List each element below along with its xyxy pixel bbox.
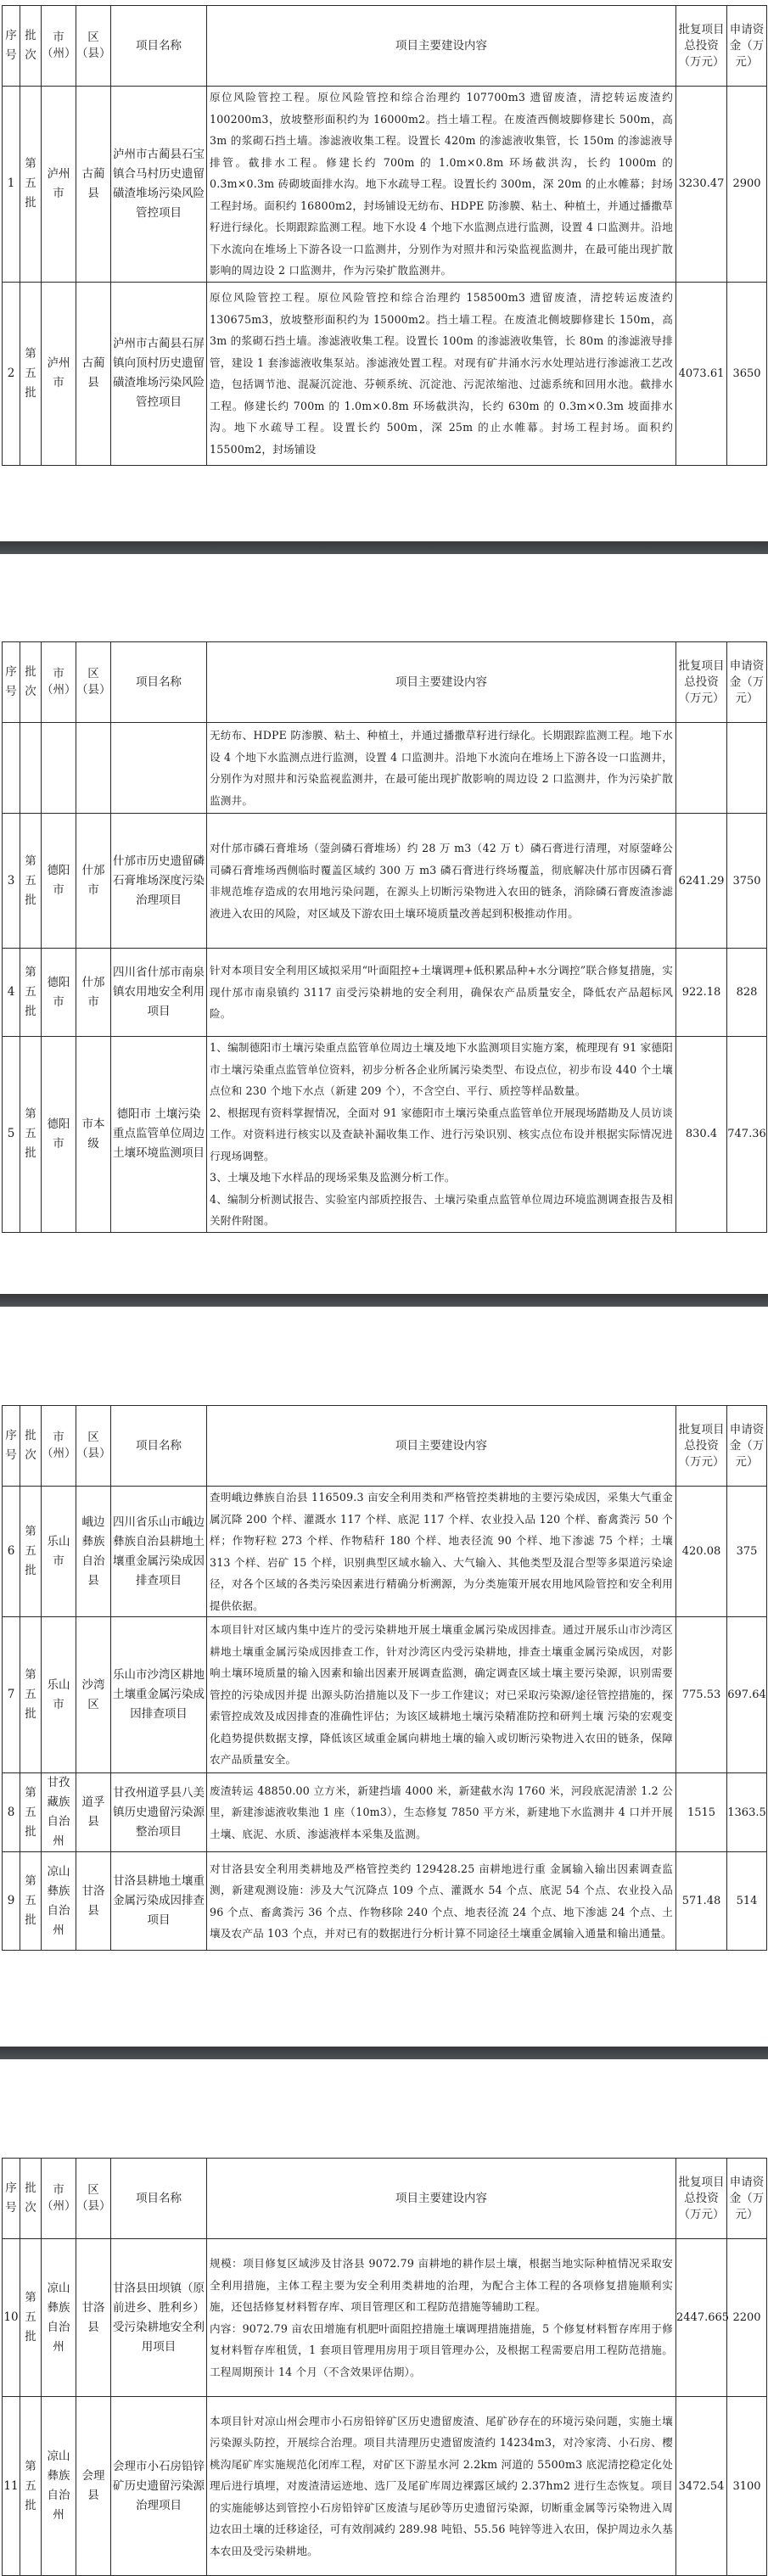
header-batch: 批次 [20, 6, 42, 87]
cell-city: 德阳市 [42, 814, 76, 949]
page-2 [0, 554, 768, 1294]
project-table [2, 641, 767, 1233]
table-header [3, 6, 767, 87]
cell-content: 原位风险管控工程。原位风险管控和综合治理约 107700m3 遗留废渣，清挖转运废渣约 100200m3，放坡整形面积约为 16000m2。挡土墙工程。在废渣西侧坡脚修建长 500m，高 3m 的浆砌石挡土墙。渗滤液收集工程。设置长 420m 的渗滤液收集管，长 150m 的渗滤液导排管。截排水工程。修建长约 700m 的 1.0m×0.8m 环场截洪沟，长约 1000m 的 0.3m×0.3m 砖砌坡面排水沟。地下水疏导工程。设置长约 300m，深 20m 的止水帷幕；封场工程封场。面积约 16800m2，封场铺设无纺布、HDPE 防渗膜、粘土、种植土，并通过播撒草籽进行绿化。长期跟踪监测工程。地下水设 4 个地下水监测点进行监测，设置 4 口监测井。沿地下水流向在堆场上下游各设一口监测井，分别作为对照井和污染监视监测井，在最可能出现扩散影响的周边设 2 口监测井，作为污染扩散监测井。 [207, 87, 676, 283]
page-3 [0, 1307, 768, 2047]
cell-project-name: 泸州市古蔺县石宝镇合马村历史遗留磺渣堆场污染风险管控项目 [111, 87, 207, 283]
cell-city: 泸州市 [42, 282, 76, 465]
cell-project-name: 四川省什邡市南泉镇农用地安全利用项目 [111, 949, 207, 1037]
cell-county: 古蔺县 [76, 282, 111, 465]
cell-project-name: 乐山市沙湾区耕地土壤重金属污染成因排查项目 [111, 1617, 207, 1773]
cell-requested-funds [727, 723, 767, 814]
cell-county [76, 723, 111, 814]
cell-city: 乐山市 [42, 1487, 76, 1617]
cell-seq: 10 [3, 2239, 20, 2397]
cell-batch: 第五批 [20, 87, 42, 283]
cell-batch [20, 723, 42, 814]
cell-batch: 第五批 [20, 1487, 42, 1617]
cell-seq: 1 [3, 87, 20, 283]
cell-city: 凉山彝族自治州 [42, 1852, 76, 1951]
cell-requested-funds: 2200 [727, 2239, 767, 2397]
cell-requested-funds: 3650 [727, 282, 767, 465]
cell-seq: 6 [3, 1487, 20, 1617]
cell-total-investment: 1515 [676, 1773, 727, 1852]
cell-batch: 第五批 [20, 1852, 42, 1951]
cell-seq: 3 [3, 814, 20, 949]
cell-seq: 9 [3, 1852, 20, 1951]
content-paragraph: 1、编制德阳市土壤污染重点监管单位周边土壤及地下水监测项目实施方案，梳理现有 91 家德阳市土壤污染重点监管单位资料，初步分析各企业所属污染类型、布设点位，初步布设 440 个土壤点位和 230 个地下水点（新建 209 个），不含空白、平行、质控等样品数量。 [210, 1041, 673, 1097]
table-header [3, 642, 767, 723]
cell-project-name: 泸州市古蔺县石屏镇向顶村历史遗留磺渣堆场污染风险管控项目 [111, 282, 207, 465]
header-seq: 序号 [3, 1406, 20, 1487]
cell-content: 原位风险管控工程。原位风险管控和综合治理约 158500m3 遗留废渣，清挖转运废渣约 130675m3，放坡整形面积约为 15000m2。挡土墙工程。在废渣北侧坡脚修建长 150m，高 3m 的浆砌石挡土墙。渗滤液收集工程。设置长 100m 的渗滤液收集管，长 80m 的渗滤液导排管，建设 1 套渗滤液收集泵站。渗滤液处置工程。对现有矿井涌水污水处理站进行渗滤液工艺改造，包括调节池、混凝沉淀池、芬顿系统、沉淀池、污泥浓缩池、过滤系统和回用水池。截排水工程。修建长约 700m 的 1.0m×0.8m 环场截洪沟，长约 630m 的 0.3m×0.3m 坡面排水沟。地下水疏导工程。设置长约 500m，深 25m 的止水帷幕。封场工程封场。面积约 15500m2，封场铺设 [207, 282, 676, 465]
cell-city: 凉山彝族自治州 [42, 2239, 76, 2397]
cell-total-investment: 6241.29 [676, 814, 727, 949]
cell-batch: 第五批 [20, 282, 42, 465]
cell-county: 什邡市 [76, 949, 111, 1037]
table-row [3, 87, 767, 283]
cell-city: 德阳市 [42, 949, 76, 1037]
cell-requested-funds: 2900 [727, 87, 767, 283]
cell-project-name [111, 723, 207, 814]
cell-content [207, 1037, 676, 1233]
cell-total-investment: 830.4 [676, 1037, 727, 1233]
table-row [3, 1487, 767, 1617]
header-county: 区（县） [76, 642, 111, 723]
cell-batch: 第五批 [20, 2239, 42, 2397]
content-paragraph: 规模：项目修复区域涉及甘洛县 9072.79 亩耕地的耕作层土壤，根据当地实际种植情况采取安全利用措施，主体工程主要为安全利用类耕地的治理，为配合主体工程的各项修复措施顺利实施，还包括修复材料暂存库、项目管理区和工程防范措施等辅助工程。 [210, 2257, 673, 2313]
cell-project-name: 甘洛县耕地土壤重金属污染成因排查项目 [111, 1852, 207, 1951]
header-city: 市（州） [42, 6, 76, 87]
cell-project-name: 德阳市 土壤污染重点监管单位周边土壤环境监测项目 [111, 1037, 207, 1233]
table-header [3, 2159, 767, 2239]
header-total-investment: 批复项目总投资（万元） [676, 6, 727, 87]
header-seq: 序号 [3, 642, 20, 723]
cell-requested-funds: 828 [727, 949, 767, 1037]
cell-requested-funds: 375 [727, 1487, 767, 1617]
header-county: 区（县） [76, 1406, 111, 1487]
header-content: 项目主要建设内容 [207, 1406, 676, 1487]
cell-batch: 第五批 [20, 814, 42, 949]
cell-content: 无纺布、HDPE 防渗膜、粘土、种植土，并通过播撒草籽进行绿化。长期跟踪监测工程。地下水设 4 个地下水监测点进行监测，设置 4 口监测井。沿地下水流向在堆场上下游各设一口监测井，分别作为对照井和污染监视监测井，在最可能出现扩散影响的周边设 2 口监测井，作为污染扩散监测井。 [207, 723, 676, 814]
content-paragraph: 3、土壤及地下水样品的现场采集及监测分析工作。 [210, 1171, 456, 1184]
content-paragraph: 4、编制分析测试报告、实验室内部质控报告、土壤污染重点监管单位周边环境监测调查报告及相关附件附图。 [210, 1192, 673, 1227]
cell-requested-funds: 3750 [727, 814, 767, 949]
cell-city: 甘孜藏族自治州 [42, 1773, 76, 1852]
header-city: 市（州） [42, 2159, 76, 2239]
cell-total-investment: 3230.47 [676, 87, 727, 283]
table-row [3, 949, 767, 1037]
header-content: 项目主要建设内容 [207, 2159, 676, 2239]
cell-content: 本项目针对区域内集中连片的受污染耕地开展土壤重金属污染成因排查。通过开展乐山市沙湾区耕地土壤重金属污染成因排查工作，针对沙湾区内受污染耕地，排查土壤重金属污染成因，对影响土壤环境质量的输入因素和输出因素开展调查监测，确定调查区域土壤主要污染源，识别需要管控的污染成因并提 出源头防治措施以及下一步工作建议；对已采取污染源/途径管控措施的，探索管控成效及成因排查的准确性评估；为该区域耕地土壤污染精准防控和研判土壤 污染的宏观变化趋势提供数据支撑，降低该区域重金属向耕地土壤的输入或切断污染物进入农田的链条，保障农产品质量安全。 [207, 1617, 676, 1773]
cell-seq: 8 [3, 1773, 20, 1852]
cell-total-investment: 4073.61 [676, 282, 727, 465]
header-batch: 批次 [20, 642, 42, 723]
cell-city: 凉山彝族自治州 [42, 2397, 76, 2576]
cell-county: 沙湾区 [76, 1617, 111, 1773]
header-project-name: 项目名称 [111, 1406, 207, 1487]
cell-county: 什邡市 [76, 814, 111, 949]
header-county: 区（县） [76, 6, 111, 87]
header-batch: 批次 [20, 1406, 42, 1487]
cell-project-name: 四川省乐山市峨边彝族自治县耕地土壤重金属污染成因排查项目 [111, 1487, 207, 1617]
cell-project-name: 甘孜州道孚县八美镇历史遗留污染源整治项目 [111, 1773, 207, 1852]
header-total-investment: 批复项目总投资（万元） [676, 2159, 727, 2239]
cell-city: 乐山市 [42, 1617, 76, 1773]
content-paragraph: 2、根据现有资料掌握情况，全面对 91 家德阳市土壤污染重点监管单位开展现场踏勘及人员访谈工作。对资料进行核实以及查缺补漏收集工作、进行污染识别、核实点位布设并根据实际情况进行现场调整。 [210, 1106, 673, 1162]
cell-seq: 5 [3, 1037, 20, 1233]
cell-total-investment: 922.18 [676, 949, 727, 1037]
project-table [2, 2158, 767, 2576]
cell-requested-funds: 747.36 [727, 1037, 767, 1233]
header-total-investment: 批复项目总投资（万元） [676, 1406, 727, 1487]
cell-county: 古蔺县 [76, 87, 111, 283]
cell-total-investment: 2447.665 [676, 2239, 727, 2397]
cell-content: 废渣转运 48850.00 立方米，新建挡墙 4000 米，新建截水沟 1760 米，河段底泥清淤 1.2 公里，新建渗滤液收集池 1 座（10m3），生态修复 7850 平方米，新建地下水监测井 4 口并开展土壤、底泥、水质、渗滤液样本采集及监测。 [207, 1773, 676, 1852]
header-requested-funds: 申请资金（万元） [727, 1406, 767, 1487]
table-row [3, 1037, 767, 1233]
cell-seq: 4 [3, 949, 20, 1037]
header-project-name: 项目名称 [111, 642, 207, 723]
header-seq: 序号 [3, 2159, 20, 2239]
table-row-continued [3, 723, 767, 814]
table-row [3, 2239, 767, 2397]
cell-total-investment: 3472.54 [676, 2397, 727, 2576]
cell-seq: 2 [3, 282, 20, 465]
cell-total-investment: 420.08 [676, 1487, 727, 1617]
cell-batch: 第五批 [20, 2397, 42, 2576]
cell-content: 针对本项目安全利用区域拟采用“叶面阻控+土壤调理+低积累品种+水分调控”联合修复措施，实现什邡市南泉镇约 3117 亩受污染耕地的安全利用，确保农产品质量安全，降低农产品超标风险。 [207, 949, 676, 1037]
cell-content: 本项目针对凉山州会理市小石房铅锌矿区历史遗留废渣、尾矿砂存在的环境污染问题，实施土壤污染源头防控，开展综合治理。项目共清理历史遗留废渣约 14234m3，对冷家湾、小石房、樱桃沟尾矿库实施规范化闭库工程，对矿区下游星水河 2.2km 河道的 5500m3 底泥清挖稳定化处理后进行填埋，对废渣清运迹地、选厂及尾矿库周边裸露区域约 2.37hm2 进行生态恢复。项目的实施能够达到管控小石房铅锌矿区废渣与尾砂等历史遗留污染源，切断重金属等污染物进入周边农田土壤的迁移途径，可有效削减约 289.98 吨铅、55.56 吨锌等进入农田，保护周边永久基本农田及受污染耕地。 [207, 2397, 676, 2576]
cell-batch: 第五批 [20, 949, 42, 1037]
page-1 [0, 0, 768, 541]
table-row [3, 814, 767, 949]
page-4 [0, 2059, 768, 2557]
cell-city [42, 723, 76, 814]
header-requested-funds: 申请资金（万元） [727, 2159, 767, 2239]
page-separator [0, 541, 768, 554]
cell-city: 德阳市 [42, 1037, 76, 1233]
cell-city: 泸州市 [42, 87, 76, 283]
page-separator [0, 2047, 768, 2059]
cell-county: 道孚县 [76, 1773, 111, 1852]
header-content: 项目主要建设内容 [207, 642, 676, 723]
cell-seq: 7 [3, 1617, 20, 1773]
cell-total-investment [676, 723, 727, 814]
header-requested-funds: 申请资金（万元） [727, 6, 767, 87]
header-county: 区（县） [76, 2159, 111, 2239]
cell-project-name: 会理市小石房铅锌矿历史遗留污染源治理项目 [111, 2397, 207, 2576]
cell-seq: 11 [3, 2397, 20, 2576]
cell-county: 峨边彝族自治县 [76, 1487, 111, 1617]
header-project-name: 项目名称 [111, 6, 207, 87]
cell-project-name: 什邡市历史遗留磷石膏堆场深度污染治理项目 [111, 814, 207, 949]
cell-project-name: 甘洛县田坝镇（原前进乡、胜利乡）受污染耕地安全利用项目 [111, 2239, 207, 2397]
cell-content: 查明峨边彝族自治县 116509.3 亩安全利用类和严格管控类耕地的主要污染成因，采集大气重金属沉降 200 个样、灌溉水 117 个样、底泥 117 个样、农业投入品 120 个样、畜禽粪污 50 个样；作物籽粒 273 个样、作物秸秆 180 个样、地表径流 90 个样、地下渗滤 75 个样；土壤 313 个样、岩矿 15 个样，识别典型区域水输入、大气输入、其他类型及混合型等多渠道污染途径，对各个区域的各类污染因素进行精确分析溯源，为分类施策开展农用地风险管控和安全利用提供依据。 [207, 1487, 676, 1617]
header-project-name: 项目名称 [111, 2159, 207, 2239]
cell-requested-funds: 3100 [727, 2397, 767, 2576]
cell-requested-funds: 514 [727, 1852, 767, 1951]
cell-seq [3, 723, 20, 814]
cell-county: 甘洛县 [76, 1852, 111, 1951]
table-header [3, 1406, 767, 1487]
cell-content: 对甘洛县安全利用类耕地及严格管控类约 129428.25 亩耕地进行重 金属输入输出因素调查监测，新建观测设施：涉及大气沉降点 109 个点、灌溉水 54 个点、底泥 54 个点、农业投入品 96 个点、畜禽粪污 36 个点、作物移除 240 个点、地表径流 24 个点、地下渗滤 24 个点、土壤及农产品 103 个点，并对已有的数据进行分析计算不同途径土壤重金属输入通量和输出通量。 [207, 1852, 676, 1951]
table-row [3, 1617, 767, 1773]
cell-batch: 第五批 [20, 1773, 42, 1852]
cell-county: 市本级 [76, 1037, 111, 1233]
cell-total-investment: 775.53 [676, 1617, 727, 1773]
cell-batch: 第五批 [20, 1037, 42, 1233]
table-row [3, 1773, 767, 1852]
cell-county: 甘洛县 [76, 2239, 111, 2397]
header-seq: 序号 [3, 6, 20, 87]
header-city: 市（州） [42, 642, 76, 723]
project-table [2, 5, 767, 466]
table-row [3, 1852, 767, 1951]
table-row [3, 282, 767, 465]
cell-batch: 第五批 [20, 1617, 42, 1773]
header-requested-funds: 申请资金（万元） [727, 642, 767, 723]
cell-content [207, 2239, 676, 2397]
project-table [2, 1405, 767, 1951]
header-batch: 批次 [20, 2159, 42, 2239]
cell-county: 会理县 [76, 2397, 111, 2576]
cell-requested-funds: 1363.5 [727, 1773, 767, 1852]
cell-content: 对什邡市磷石膏堆场（蓥剑磷石膏堆场）约 28 万 m3（42 万 t）磷石膏进行清理，对原蓥峰公司磷石膏堆场西侧临时覆盖区域约 300 万 m3 磷石膏进行终场覆盖，彻底解决什邡市因磷石膏非规范堆存造成的农用地污染问题，在源头上切断污染物进入农田的链条，消除磷石膏废渣渗滤液进入农田的风险，对区域及下游农田土壤环境质量改善起到积极推动作用。 [207, 814, 676, 949]
header-total-investment: 批复项目总投资（万元） [676, 642, 727, 723]
header-city: 市（州） [42, 1406, 76, 1487]
cell-total-investment: 571.48 [676, 1852, 727, 1951]
header-content: 项目主要建设内容 [207, 6, 676, 87]
table-row [3, 2397, 767, 2576]
cell-requested-funds: 697.64 [727, 1617, 767, 1773]
page-separator [0, 1294, 768, 1307]
content-paragraph: 内容：9072.79 亩农田增施有机肥叶面阻控措施土壤调理措施措施，5 个修复材料暂存库用于修复材料暂存库租赁，1 套项目管理用房用于项目管理办公，及根据工程需要启用工程防范措施。工程周期预计 14 个月（不含效果评估期）。 [210, 2321, 673, 2378]
